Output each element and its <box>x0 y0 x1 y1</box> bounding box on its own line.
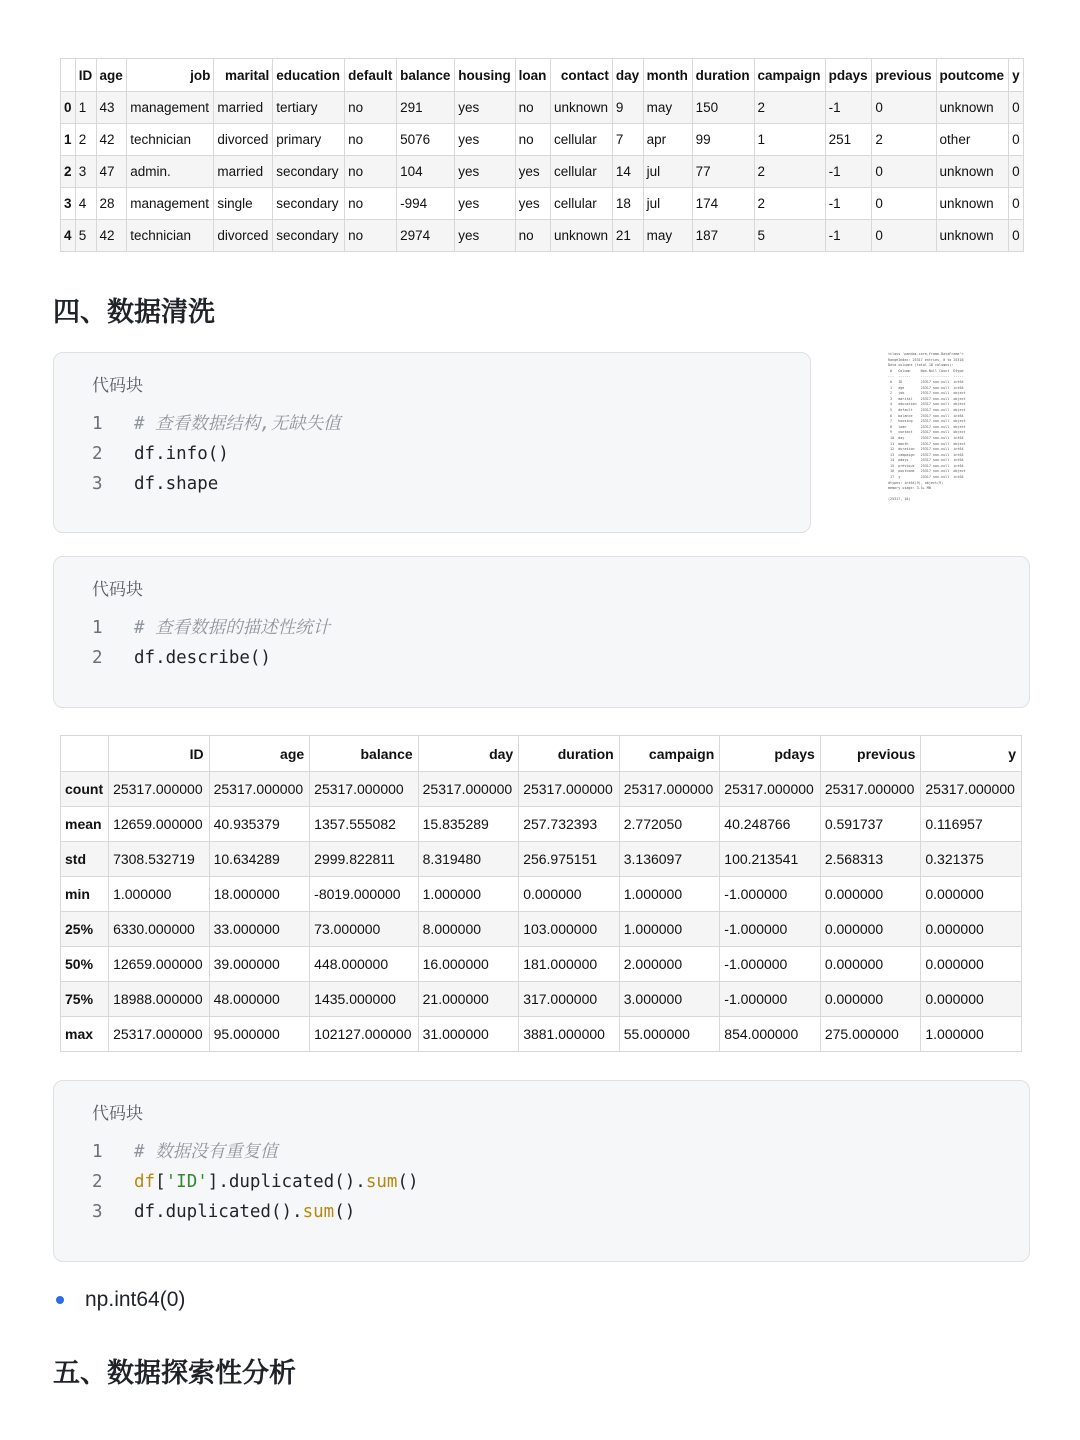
info-output-line: 17 y 25317 non-null int64 <box>888 475 964 480</box>
code-line <box>92 1167 419 1197</box>
table-row <box>61 842 1022 877</box>
line-number: 3 <box>92 474 103 494</box>
info-output-line: 8 loan 25317 non-null object <box>888 424 966 429</box>
table-cell: jul <box>643 156 692 188</box>
table-row <box>61 1017 1022 1052</box>
row-label: 75% <box>61 982 109 1017</box>
row-index: 2 <box>61 156 76 188</box>
table-cell: 5076 <box>397 124 455 156</box>
table-cell: 2.772050 <box>619 807 720 842</box>
table-cell: unknown <box>936 220 1009 252</box>
table-cell: 0 <box>872 92 936 124</box>
table-cell: 1.000000 <box>619 912 720 947</box>
header-cell: month <box>643 59 692 92</box>
table-cell: 0.000000 <box>519 877 620 912</box>
table-cell: 47 <box>96 156 127 188</box>
code-block-title: 代码块 <box>92 580 143 600</box>
row-label: std <box>61 842 109 877</box>
code-lines <box>92 613 330 673</box>
header-cell <box>61 59 76 92</box>
table-cell: 18.000000 <box>209 877 310 912</box>
table-cell: divorced <box>214 124 273 156</box>
head-table <box>60 58 1024 252</box>
header-cell: day <box>612 59 643 92</box>
table-cell: -1.000000 <box>720 877 821 912</box>
line-number: 1 <box>92 618 103 638</box>
table-cell: 104 <box>397 156 455 188</box>
table-cell: 1357.555082 <box>310 807 418 842</box>
table-cell: yes <box>455 188 515 220</box>
header-cell: previous <box>820 736 921 772</box>
table-row <box>61 156 1024 188</box>
code-line <box>92 439 341 469</box>
table-cell: 0 <box>1009 220 1024 252</box>
table-cell: management <box>127 92 214 124</box>
table-cell: 25317.000000 <box>820 772 921 807</box>
table-cell: cellular <box>550 156 612 188</box>
code-block-title: 代码块 <box>92 1104 143 1124</box>
header-cell: contact <box>550 59 612 92</box>
table-cell: 1.000000 <box>921 1017 1022 1052</box>
table-cell: unknown <box>550 220 612 252</box>
table-cell: 854.000000 <box>720 1017 821 1052</box>
info-output-line: (25317, 18) <box>888 497 911 502</box>
output-bullet <box>56 1288 185 1312</box>
header-cell: housing <box>455 59 515 92</box>
table-cell: 150 <box>692 92 754 124</box>
table-cell: 2 <box>75 124 96 156</box>
table-cell: 0.000000 <box>820 877 921 912</box>
section-heading-eda: 五、数据探索性分析 <box>53 1358 296 1389</box>
table-cell: 8.319480 <box>418 842 519 877</box>
table-cell: 0.591737 <box>820 807 921 842</box>
code-block-describe[interactable] <box>53 556 1030 708</box>
table-cell: secondary <box>273 188 345 220</box>
info-output-line: memory usage: 3.5+ MB <box>888 486 931 491</box>
table-cell: yes <box>515 188 550 220</box>
table-cell: 2999.822811 <box>310 842 418 877</box>
code-text: df.info() <box>134 444 229 464</box>
table-cell: 48.000000 <box>209 982 310 1017</box>
info-output-line: 2 job 25317 non-null object <box>888 391 966 396</box>
code-line <box>92 1137 419 1167</box>
info-output-line: dtypes: int64(9), object(9) <box>888 480 944 485</box>
table-cell: 12659.000000 <box>109 807 210 842</box>
table-cell: married <box>214 156 273 188</box>
header-cell: campaign <box>619 736 720 772</box>
table-cell: 14 <box>612 156 643 188</box>
table-cell: 16.000000 <box>418 947 519 982</box>
table-cell: 3.000000 <box>619 982 720 1017</box>
table-cell: 0.000000 <box>921 912 1022 947</box>
info-output-line: 3 marital 25317 non-null object <box>888 396 966 401</box>
table-cell: 2.568313 <box>820 842 921 877</box>
table-cell: 1.000000 <box>619 877 720 912</box>
table-cell: admin. <box>127 156 214 188</box>
table-cell: 10.634289 <box>209 842 310 877</box>
describe-table-header-row <box>61 736 1022 772</box>
table-row <box>61 947 1022 982</box>
describe-table <box>60 735 1022 1052</box>
table-cell: 55.000000 <box>619 1017 720 1052</box>
table-cell: 18988.000000 <box>109 982 210 1017</box>
header-cell: loan <box>515 59 550 92</box>
code-lines <box>92 409 341 499</box>
table-cell: -1 <box>825 188 872 220</box>
row-index: 0 <box>61 92 76 124</box>
table-cell: 42 <box>96 220 127 252</box>
table-cell: 2.000000 <box>619 947 720 982</box>
table-cell: 1 <box>75 92 96 124</box>
code-block-info[interactable] <box>53 352 811 533</box>
code-text: df.duplicated().sum() <box>134 1202 356 1222</box>
table-cell: 0.000000 <box>921 947 1022 982</box>
table-cell: 0.000000 <box>820 912 921 947</box>
table-cell: 1 <box>754 124 825 156</box>
table-cell: no <box>345 188 397 220</box>
code-line <box>92 409 341 439</box>
table-cell: 39.000000 <box>209 947 310 982</box>
output-text: np.int64(0) <box>85 1288 186 1311</box>
line-number: 1 <box>92 414 103 434</box>
info-output-line: # Column Non-Null Count Dtype <box>888 368 964 373</box>
line-number: 3 <box>92 1202 103 1222</box>
table-cell: 31.000000 <box>418 1017 519 1052</box>
table-row <box>61 220 1024 252</box>
header-cell: age <box>209 736 310 772</box>
info-output-line: 13 campaign 25317 non-null int64 <box>888 452 964 457</box>
table-cell: 317.000000 <box>519 982 620 1017</box>
table-cell: 256.975151 <box>519 842 620 877</box>
table-cell: 0 <box>1009 92 1024 124</box>
table-cell: 102127.000000 <box>310 1017 418 1052</box>
table-cell: 2 <box>754 188 825 220</box>
info-output-line: 14 pdays 25317 non-null int64 <box>888 458 964 463</box>
table-cell: single <box>214 188 273 220</box>
table-cell: 33.000000 <box>209 912 310 947</box>
table-cell: 4 <box>75 188 96 220</box>
code-line <box>92 1197 419 1227</box>
row-index: 4 <box>61 220 76 252</box>
table-cell: tertiary <box>273 92 345 124</box>
info-output-line: Data columns (total 18 columns): <box>888 363 954 368</box>
row-index: 3 <box>61 188 76 220</box>
table-cell: -1.000000 <box>720 912 821 947</box>
table-cell: 9 <box>612 92 643 124</box>
row-label: count <box>61 772 109 807</box>
table-cell: 21 <box>612 220 643 252</box>
row-label: mean <box>61 807 109 842</box>
header-cell: poutcome <box>936 59 1009 92</box>
header-cell: duration <box>519 736 620 772</box>
table-cell: 5 <box>754 220 825 252</box>
table-cell: 0.000000 <box>921 982 1022 1017</box>
table-cell: 18 <box>612 188 643 220</box>
head-table-header-row <box>61 59 1024 92</box>
section-heading-data-cleaning: 四、数据清洗 <box>53 297 215 328</box>
code-block-duplicated[interactable] <box>53 1080 1030 1262</box>
table-cell: 2 <box>754 92 825 124</box>
table-cell: 1.000000 <box>109 877 210 912</box>
table-cell: no <box>345 156 397 188</box>
table-cell: 3881.000000 <box>519 1017 620 1052</box>
code-comment: # 查看数据结构,无缺失值 <box>134 414 341 434</box>
header-cell: ID <box>109 736 210 772</box>
table-cell: 7 <box>612 124 643 156</box>
table-cell: 40.935379 <box>209 807 310 842</box>
table-cell: 0 <box>1009 156 1024 188</box>
table-cell: 8.000000 <box>418 912 519 947</box>
table-cell: no <box>515 92 550 124</box>
table-cell: divorced <box>214 220 273 252</box>
table-cell: cellular <box>550 188 612 220</box>
table-cell: -1.000000 <box>720 947 821 982</box>
table-row <box>61 912 1022 947</box>
table-cell: 25317.000000 <box>921 772 1022 807</box>
table-cell: 2974 <box>397 220 455 252</box>
info-output-line: 5 default 25317 non-null object <box>888 407 966 412</box>
table-cell: 42 <box>96 124 127 156</box>
header-cell: balance <box>310 736 418 772</box>
table-cell: no <box>345 92 397 124</box>
info-output-line: 16 poutcome 25317 non-null object <box>888 469 966 474</box>
table-cell: 25317.000000 <box>519 772 620 807</box>
table-cell: 0 <box>872 188 936 220</box>
table-cell: 1435.000000 <box>310 982 418 1017</box>
table-cell: 25317.000000 <box>310 772 418 807</box>
table-cell: -1 <box>825 156 872 188</box>
table-cell: may <box>643 92 692 124</box>
table-cell: 448.000000 <box>310 947 418 982</box>
table-cell: 0 <box>872 156 936 188</box>
code-comment: # 查看数据的描述性统计 <box>134 618 331 638</box>
table-cell: no <box>515 124 550 156</box>
table-cell: 181.000000 <box>519 947 620 982</box>
table-cell: 25317.000000 <box>720 772 821 807</box>
header-cell: default <box>345 59 397 92</box>
code-line <box>92 613 330 643</box>
info-output-line: 11 month 25317 non-null object <box>888 441 966 446</box>
table-cell: management <box>127 188 214 220</box>
code-line <box>92 643 330 673</box>
table-cell: primary <box>273 124 345 156</box>
table-cell: 187 <box>692 220 754 252</box>
table-cell: 25317.000000 <box>109 1017 210 1052</box>
table-cell: cellular <box>550 124 612 156</box>
row-index: 1 <box>61 124 76 156</box>
table-cell: 100.213541 <box>720 842 821 877</box>
table-cell: 2 <box>754 156 825 188</box>
table-cell: 0.000000 <box>820 947 921 982</box>
table-row <box>61 982 1022 1017</box>
table-cell: 77 <box>692 156 754 188</box>
table-cell: apr <box>643 124 692 156</box>
info-output-line: 6 balance 25317 non-null int64 <box>888 413 964 418</box>
table-cell: yes <box>515 156 550 188</box>
info-output-line: 4 education 25317 non-null object <box>888 402 966 407</box>
code-block-title: 代码块 <box>92 376 143 396</box>
header-cell: education <box>273 59 345 92</box>
table-cell: 15.835289 <box>418 807 519 842</box>
table-cell: 275.000000 <box>820 1017 921 1052</box>
line-number: 2 <box>92 1172 103 1192</box>
header-cell: y <box>921 736 1022 772</box>
table-cell: -8019.000000 <box>310 877 418 912</box>
table-cell: yes <box>455 92 515 124</box>
table-cell: secondary <box>273 220 345 252</box>
table-cell: technician <box>127 220 214 252</box>
header-cell: job <box>127 59 214 92</box>
table-cell: 257.732393 <box>519 807 620 842</box>
table-cell: 12659.000000 <box>109 947 210 982</box>
table-cell: technician <box>127 124 214 156</box>
table-cell: unknown <box>550 92 612 124</box>
line-number: 2 <box>92 648 103 668</box>
table-cell: -994 <box>397 188 455 220</box>
table-cell: 0.116957 <box>921 807 1022 842</box>
table-cell: 95.000000 <box>209 1017 310 1052</box>
table-cell: 40.248766 <box>720 807 821 842</box>
info-output-line: 9 contact 25317 non-null object <box>888 430 966 435</box>
row-label: max <box>61 1017 109 1052</box>
table-cell: secondary <box>273 156 345 188</box>
table-cell: -1 <box>825 220 872 252</box>
table-row <box>61 92 1024 124</box>
info-output-line: 1 age 25317 non-null int64 <box>888 385 964 390</box>
code-text: df.describe() <box>134 648 271 668</box>
header-cell: previous <box>872 59 936 92</box>
table-cell: 25317.000000 <box>418 772 519 807</box>
table-cell: unknown <box>936 188 1009 220</box>
code-comment: # 数据没有重复值 <box>134 1142 278 1162</box>
line-number: 1 <box>92 1142 103 1162</box>
table-cell: 2 <box>872 124 936 156</box>
table-cell: married <box>214 92 273 124</box>
table-cell: 25317.000000 <box>109 772 210 807</box>
info-output-line: 10 day 25317 non-null int64 <box>888 435 964 440</box>
table-row <box>61 877 1022 912</box>
table-cell: no <box>515 220 550 252</box>
code-line <box>92 469 341 499</box>
info-output-line: <class 'pandas.core.frame.DataFrame'> <box>888 352 964 356</box>
code-lines <box>92 1137 419 1227</box>
info-output-line: --- ------ -------------- ----- <box>888 374 964 379</box>
table-cell: 0 <box>1009 124 1024 156</box>
table-cell: 3 <box>75 156 96 188</box>
header-cell: marital <box>214 59 273 92</box>
table-row <box>61 807 1022 842</box>
table-cell: 5 <box>75 220 96 252</box>
row-label: min <box>61 877 109 912</box>
table-cell: 1.000000 <box>418 877 519 912</box>
table-cell: 0.000000 <box>921 877 1022 912</box>
table-cell: 21.000000 <box>418 982 519 1017</box>
info-output-line: RangeIndex: 25317 entries, 0 to 25316 <box>888 357 964 362</box>
info-output-image <box>888 352 990 528</box>
table-cell: no <box>345 124 397 156</box>
bullet-dot-icon <box>56 1296 64 1304</box>
table-row <box>61 772 1022 807</box>
table-row <box>61 188 1024 220</box>
table-cell: 25317.000000 <box>619 772 720 807</box>
table-cell: unknown <box>936 92 1009 124</box>
table-cell: yes <box>455 220 515 252</box>
table-cell: jul <box>643 188 692 220</box>
table-row <box>61 124 1024 156</box>
line-number: 2 <box>92 444 103 464</box>
table-cell: other <box>936 124 1009 156</box>
table-cell: 251 <box>825 124 872 156</box>
header-cell: ID <box>75 59 96 92</box>
header-cell: pdays <box>825 59 872 92</box>
code-text: df.shape <box>134 474 219 494</box>
table-cell: 3.136097 <box>619 842 720 877</box>
row-label: 25% <box>61 912 109 947</box>
table-cell: no <box>345 220 397 252</box>
header-cell: duration <box>692 59 754 92</box>
code-text: df['ID'].duplicated().sum() <box>134 1172 419 1192</box>
table-cell: 174 <box>692 188 754 220</box>
header-cell: y <box>1009 59 1024 92</box>
table-cell: 0.321375 <box>921 842 1022 877</box>
table-cell: may <box>643 220 692 252</box>
header-cell: balance <box>397 59 455 92</box>
table-cell: -1.000000 <box>720 982 821 1017</box>
table-cell: 7308.532719 <box>109 842 210 877</box>
table-cell: 0 <box>1009 188 1024 220</box>
table-cell: 6330.000000 <box>109 912 210 947</box>
table-cell: yes <box>455 124 515 156</box>
info-output-line: 0 ID 25317 non-null int64 <box>888 379 964 384</box>
header-cell: day <box>418 736 519 772</box>
info-output-line: 15 previous 25317 non-null int64 <box>888 463 964 468</box>
table-cell: 291 <box>397 92 455 124</box>
header-cell: age <box>96 59 127 92</box>
table-cell: yes <box>455 156 515 188</box>
row-label: 50% <box>61 947 109 982</box>
header-cell <box>61 736 109 772</box>
table-cell: 103.000000 <box>519 912 620 947</box>
info-output-line: 12 duration 25317 non-null int64 <box>888 447 964 452</box>
table-cell: 73.000000 <box>310 912 418 947</box>
header-cell: campaign <box>754 59 825 92</box>
table-cell: 25317.000000 <box>209 772 310 807</box>
info-output-line: 7 housing 25317 non-null object <box>888 419 966 424</box>
table-cell: 0 <box>872 220 936 252</box>
table-cell: -1 <box>825 92 872 124</box>
table-cell: 99 <box>692 124 754 156</box>
table-cell: 43 <box>96 92 127 124</box>
table-cell: 28 <box>96 188 127 220</box>
table-cell: unknown <box>936 156 1009 188</box>
table-cell: 0.000000 <box>820 982 921 1017</box>
header-cell: pdays <box>720 736 821 772</box>
